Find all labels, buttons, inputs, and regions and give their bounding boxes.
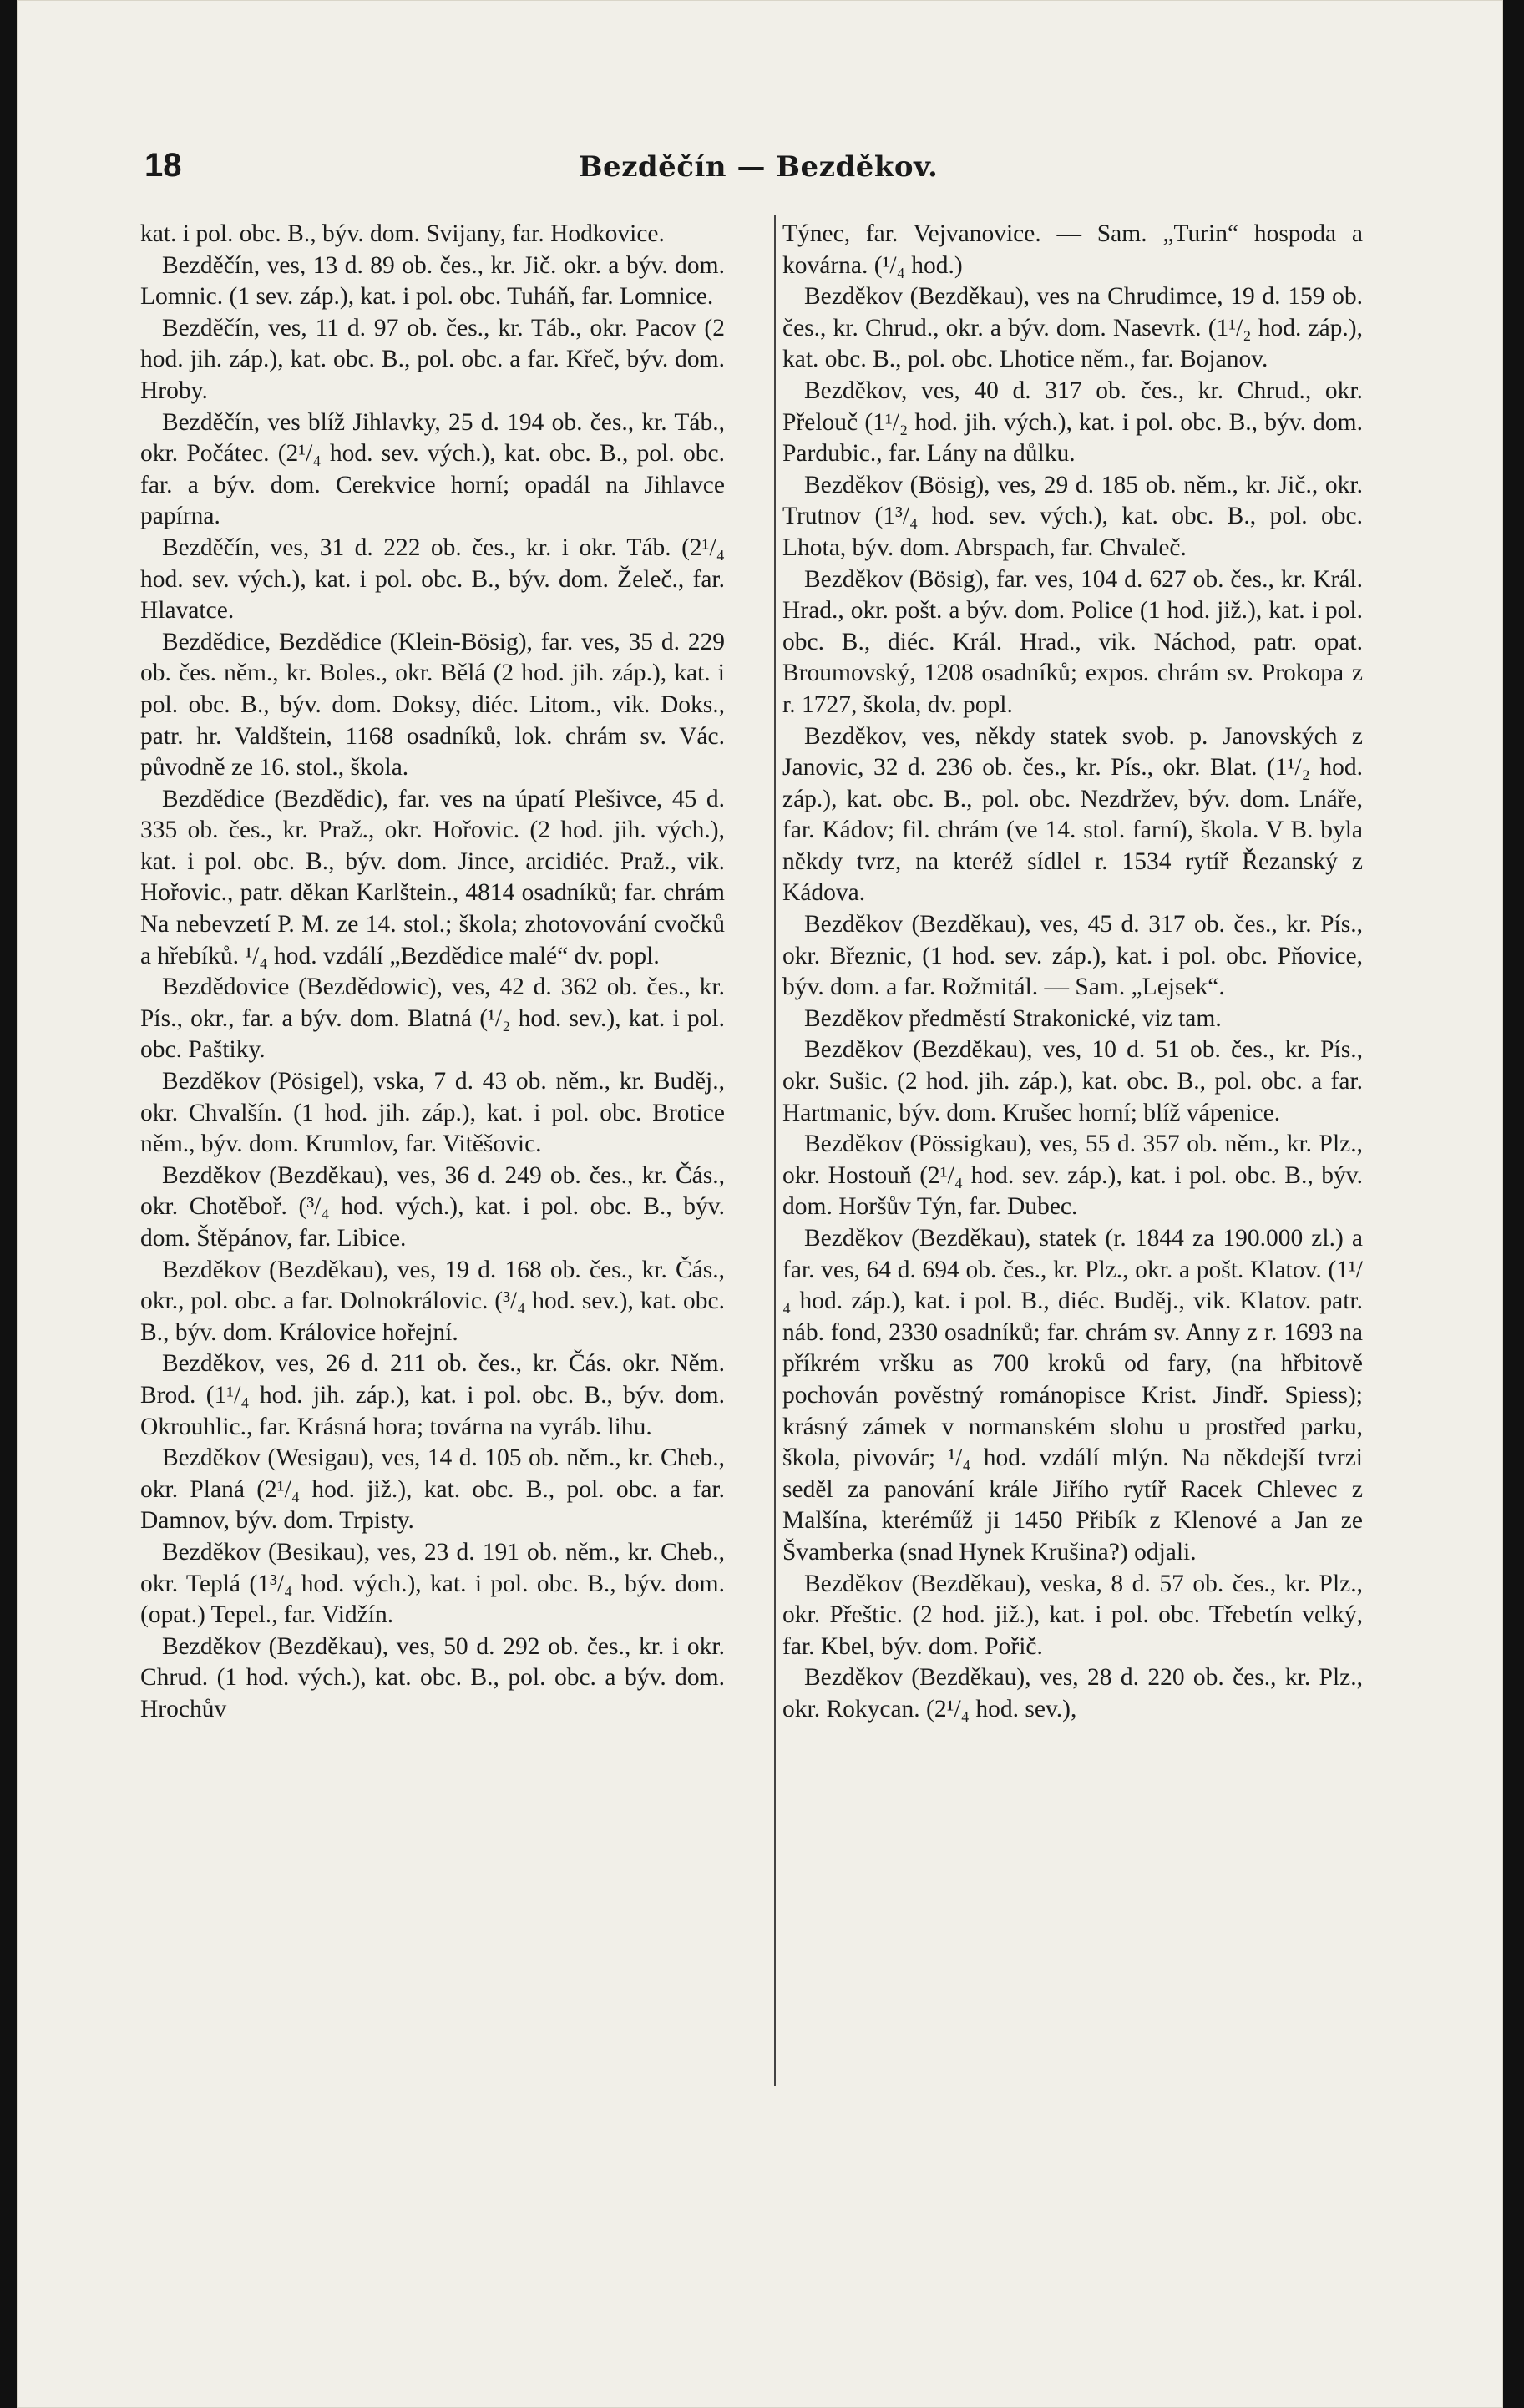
entry-paragraph: Bezděkov (Bezděkau), ves, 45 d. 317 ob. čes., kr. Pís., okr. Březnic, (1 hod. sev. záp.), kat. i pol. obc. Pňovice, býv. dom. a far. Rožmitál. — Sam. „Lejsek“. bbox=[782, 911, 1363, 1001]
entry-paragraph: Bezděkov (Bezděkau), ves, 28 d. 220 ob. čes., kr. Plz., okr. Rokycan. (2¹/₄ hod. sev.), bbox=[782, 1664, 1363, 1723]
entry-paragraph: Bezděkov (Bezděkau), statek (r. 1844 za 190.000 zl.) a far. ves, 64 d. 694 ob. čes., kr. Plz., okr. a pošt. Klatov. (1¹/₄ hod. záp.), kat. i pol. B., diéc. Buděj., vik. Klatov. patr. náb. fond, 2330 osadníků; far. chrám sv. Anny z r. 1693 na příkrém vršku as 700 kroků od fary, (na hřbitově pochován pověstný románopisce Krist. Jindř. Spiess); krásný zámek v normanském slohu u prostřed parku, škola, pivovár; ¹/₄ hod. vzdálí mlýn. Na někdejší tvrzi seděl za panování krále Jiřího rytíř Racek Chlevec z Malšína, kteréműž ji 1450 Přibík z Klenové a Jan ze Švamberka (snad Hynek Krušina?) odjali. bbox=[782, 1225, 1363, 1566]
entry-paragraph: Týnec, far. Vejvanovice. — Sam. „Turin“ hospoda a kovárna. (¹/₄ hod.) bbox=[782, 220, 1363, 279]
entry-paragraph: Bezděkov předměstí Strakonické, viz tam. bbox=[804, 1004, 1222, 1032]
entry-paragraph: Bezděkov (Bezděkau), veska, 8 d. 57 ob. čes., kr. Plz., okr. Přeštic. (2 hod. již.), kat. i pol. obc. Třebetín velký, far. Kbel, býv. dom. Pořič. bbox=[782, 1570, 1363, 1660]
left-column bbox=[140, 219, 725, 1726]
page-header bbox=[144, 147, 1372, 197]
entry-paragraph: Bezdědice (Bezdědic), far. ves na úpatí Plešivce, 45 d. 335 ob. čes., kr. Praž., okr. Hořovic. (2 hod. jih. vých.), kat. i pol. obc. B., býv. dom. Jince, arcidiéc. Praž., vik. Hořovic., patr. děkan Karlštein., 4814 osadníků; far. chrám Na nebevzetí P. M. ze 14. stol.; škola; zhotovování cvočků a hřebíků. ¹/₄ hod. vzdálí „Bezdědice malé“ dv. popl. bbox=[140, 785, 725, 969]
entry-paragraph: Bezděkov (Bösig), far. ves, 104 d. 627 ob. čes., kr. Král. Hrad., okr. pošt. a býv. dom. Police (1 hod. již.), kat. i pol. obc. B., diéc. Král. Hrad., vik. Náchod, patr. opat. Broumovský, 1208 osadníků; expos. chrám sv. Prokopa z r. 1727, škola, dv. popl. bbox=[782, 565, 1363, 718]
entry-paragraph: Bezděkov, ves, někdy statek svob. p. Janovských z Janovic, 32 d. 236 ob. čes., kr. Pís., okr. Blat. (1¹/₂ hod. záp.), kat. obc. B., pol. obc. Nezdržev, býv. dom. Lnáře, far. Kádov; fil. chrám (ve 14. stol. farní), škola. V B. byla někdy tvrz, na kteréž sídlel r. 1534 rytíř Řezanský z Kádova. bbox=[782, 722, 1363, 907]
running-head: Bezděčín — Bezděkov. bbox=[578, 150, 939, 184]
entry-paragraph: Bezděčín, ves, 13 d. 89 ob. čes., kr. Jič. okr. a býv. dom. Lomnic. (1 sev. záp.), kat. i pol. obc. Tuháň, far. Lomnice. bbox=[140, 251, 725, 311]
entry-paragraph: Bezděčín, ves, 31 d. 222 ob. čes., kr. i okr. Táb. (2¹/₄ hod. sev. vých.), kat. i pol. obc. B., býv. dom. Želeč., far. Hlavatce. bbox=[140, 534, 725, 625]
entry-paragraph: Bezděkov, ves, 26 d. 211 ob. čes., kr. Čás. okr. Něm. Brod. (1¹/₄ hod. jih. záp.), kat. i pol. obc. B., býv. dom. Okrouhlic., far. Krásná hora; továrna na vyráb. lihu. bbox=[140, 1350, 725, 1440]
entry-paragraph: Bezděčín, ves, 11 d. 97 ob. čes., kr. Táb., okr. Pacov (2 hod. jih. záp.), kat. obc. B., pol. obc. a far. Křeč, býv. dom. Hroby. bbox=[140, 314, 725, 404]
entry-paragraph: Bezděkov (Pösigel), vska, 7 d. 43 ob. něm., kr. Buděj., okr. Chvalšín. (1 hod. jih. záp.), kat. i pol. obc. Brotice něm., býv. dom. Krumlov, far. Vitěšovic. bbox=[140, 1068, 725, 1158]
entry-paragraph: Bezděkov (Bezděkau), ves, 10 d. 51 ob. čes., kr. Pís., okr. Sušic. (2 hod. jih. záp.), kat. obc. B., pol. obc. a far. Hartmanic, býv. dom. Krušec horní; blíž vápenice. bbox=[782, 1036, 1363, 1126]
entry-paragraph: Bezdědice, Bezdědice (Klein-Bösig), far. ves, 35 d. 229 ob. čes. něm., kr. Boles., okr. Bělá (2 hod. jih. záp.), kat. i pol. obc. B., býv. dom. Doksy, diéc. Litom., vik. Doks., patr. hr. Valdštein, 1168 osadníků, lok. chrám sv. Vác. původně ze 16. stol., škola. bbox=[140, 628, 725, 782]
scanned-page bbox=[17, 0, 1503, 2408]
entry-paragraph: Bezděkov (Bezděkau), ves na Chrudimce, 19 d. 159 ob. čes., kr. Chrud., okr. a býv. dom. Nasevrk. (1¹/₂ hod. záp.), kat. obc. B., pol. obc. Lhotice něm., far. Bojanov. bbox=[782, 283, 1363, 373]
entry-paragraph: Bezděkov, ves, 40 d. 317 ob. čes., kr. Chrud., okr. Přelouč (1¹/₂ hod. jih. vých.), kat. i pol. obc. B., býv. dom. Pardubic., far. Lány na důlku. bbox=[782, 377, 1363, 468]
entry-paragraph: Bezděkov (Bezděkau), ves, 36 d. 249 ob. čes., kr. Čás., okr. Chotěboř. (³/₄ hod. vých.), kat. i pol. obc. B., býv. dom. Štěpánov, far. Libice. bbox=[140, 1161, 725, 1252]
entry-paragraph: Bezděkov (Pössigkau), ves, 55 d. 357 ob. něm., kr. Plz., okr. Hostouň (2¹/₄ hod. sev. záp.), kat. i pol. obc. B., býv. dom. Horšův Týn, far. Dubec. bbox=[782, 1131, 1363, 1221]
page-number: 18 bbox=[144, 147, 182, 184]
column-divider bbox=[774, 215, 776, 2086]
entry-paragraph: Bezděčín, ves blíž Jihlavky, 25 d. 194 ob. čes., kr. Táb., okr. Počátec. (2¹/₄ hod. sev. vých.), kat. obc. B., pol. obc. far. a býv. dom. Cerekvice horní; opadál na Jihlavce papírna. bbox=[140, 408, 725, 530]
entry-paragraph: Bezděkov (Bezděkau), ves, 50 d. 292 ob. čes., kr. i okr. Chrud. (1 hod. vých.), kat. obc. B., pol. obc. a býv. dom. Hrochův bbox=[140, 1632, 725, 1723]
entry-paragraph: Bezděkov (Bösig), ves, 29 d. 185 ob. něm., kr. Jič., okr. Trutnov (1³/₄ hod. sev. vých.), kat. obc. B., pol. obc. Lhota, býv. dom. Abrspach, far. Chvaleč. bbox=[782, 471, 1363, 561]
entry-paragraph: kat. i pol. obc. B., býv. dom. Svijany, far. Hodkovice. bbox=[140, 220, 665, 247]
entry-paragraph: Bezdědovice (Bezdědowic), ves, 42 d. 362 ob. čes., kr. Pís., okr., far. a býv. dom. Blatná (¹/₂ hod. sev.), kat. i pol. obc. Paštiky. bbox=[140, 974, 725, 1064]
entry-paragraph: Bezděkov (Besikau), ves, 23 d. 191 ob. něm., kr. Cheb., okr. Teplá (1³/₄ hod. vých.), kat. i pol. obc. B., býv. dom. (opat.) Tepel., far. Vidžín. bbox=[140, 1538, 725, 1629]
entry-paragraph: Bezděkov (Wesigau), ves, 14 d. 105 ob. něm., kr. Cheb., okr. Planá (2¹/₄ hod. již.), kat. obc. B., pol. obc. a far. Damnov, býv. dom. Trpisty. bbox=[140, 1444, 725, 1535]
right-column bbox=[782, 219, 1363, 1726]
entry-paragraph: Bezděkov (Bezděkau), ves, 19 d. 168 ob. čes., kr. Čás., okr., pol. obc. a far. Dolnokrálovic. (³/₄ hod. sev.), kat. obc. B., býv. dom. Královice hořejní. bbox=[140, 1256, 725, 1346]
